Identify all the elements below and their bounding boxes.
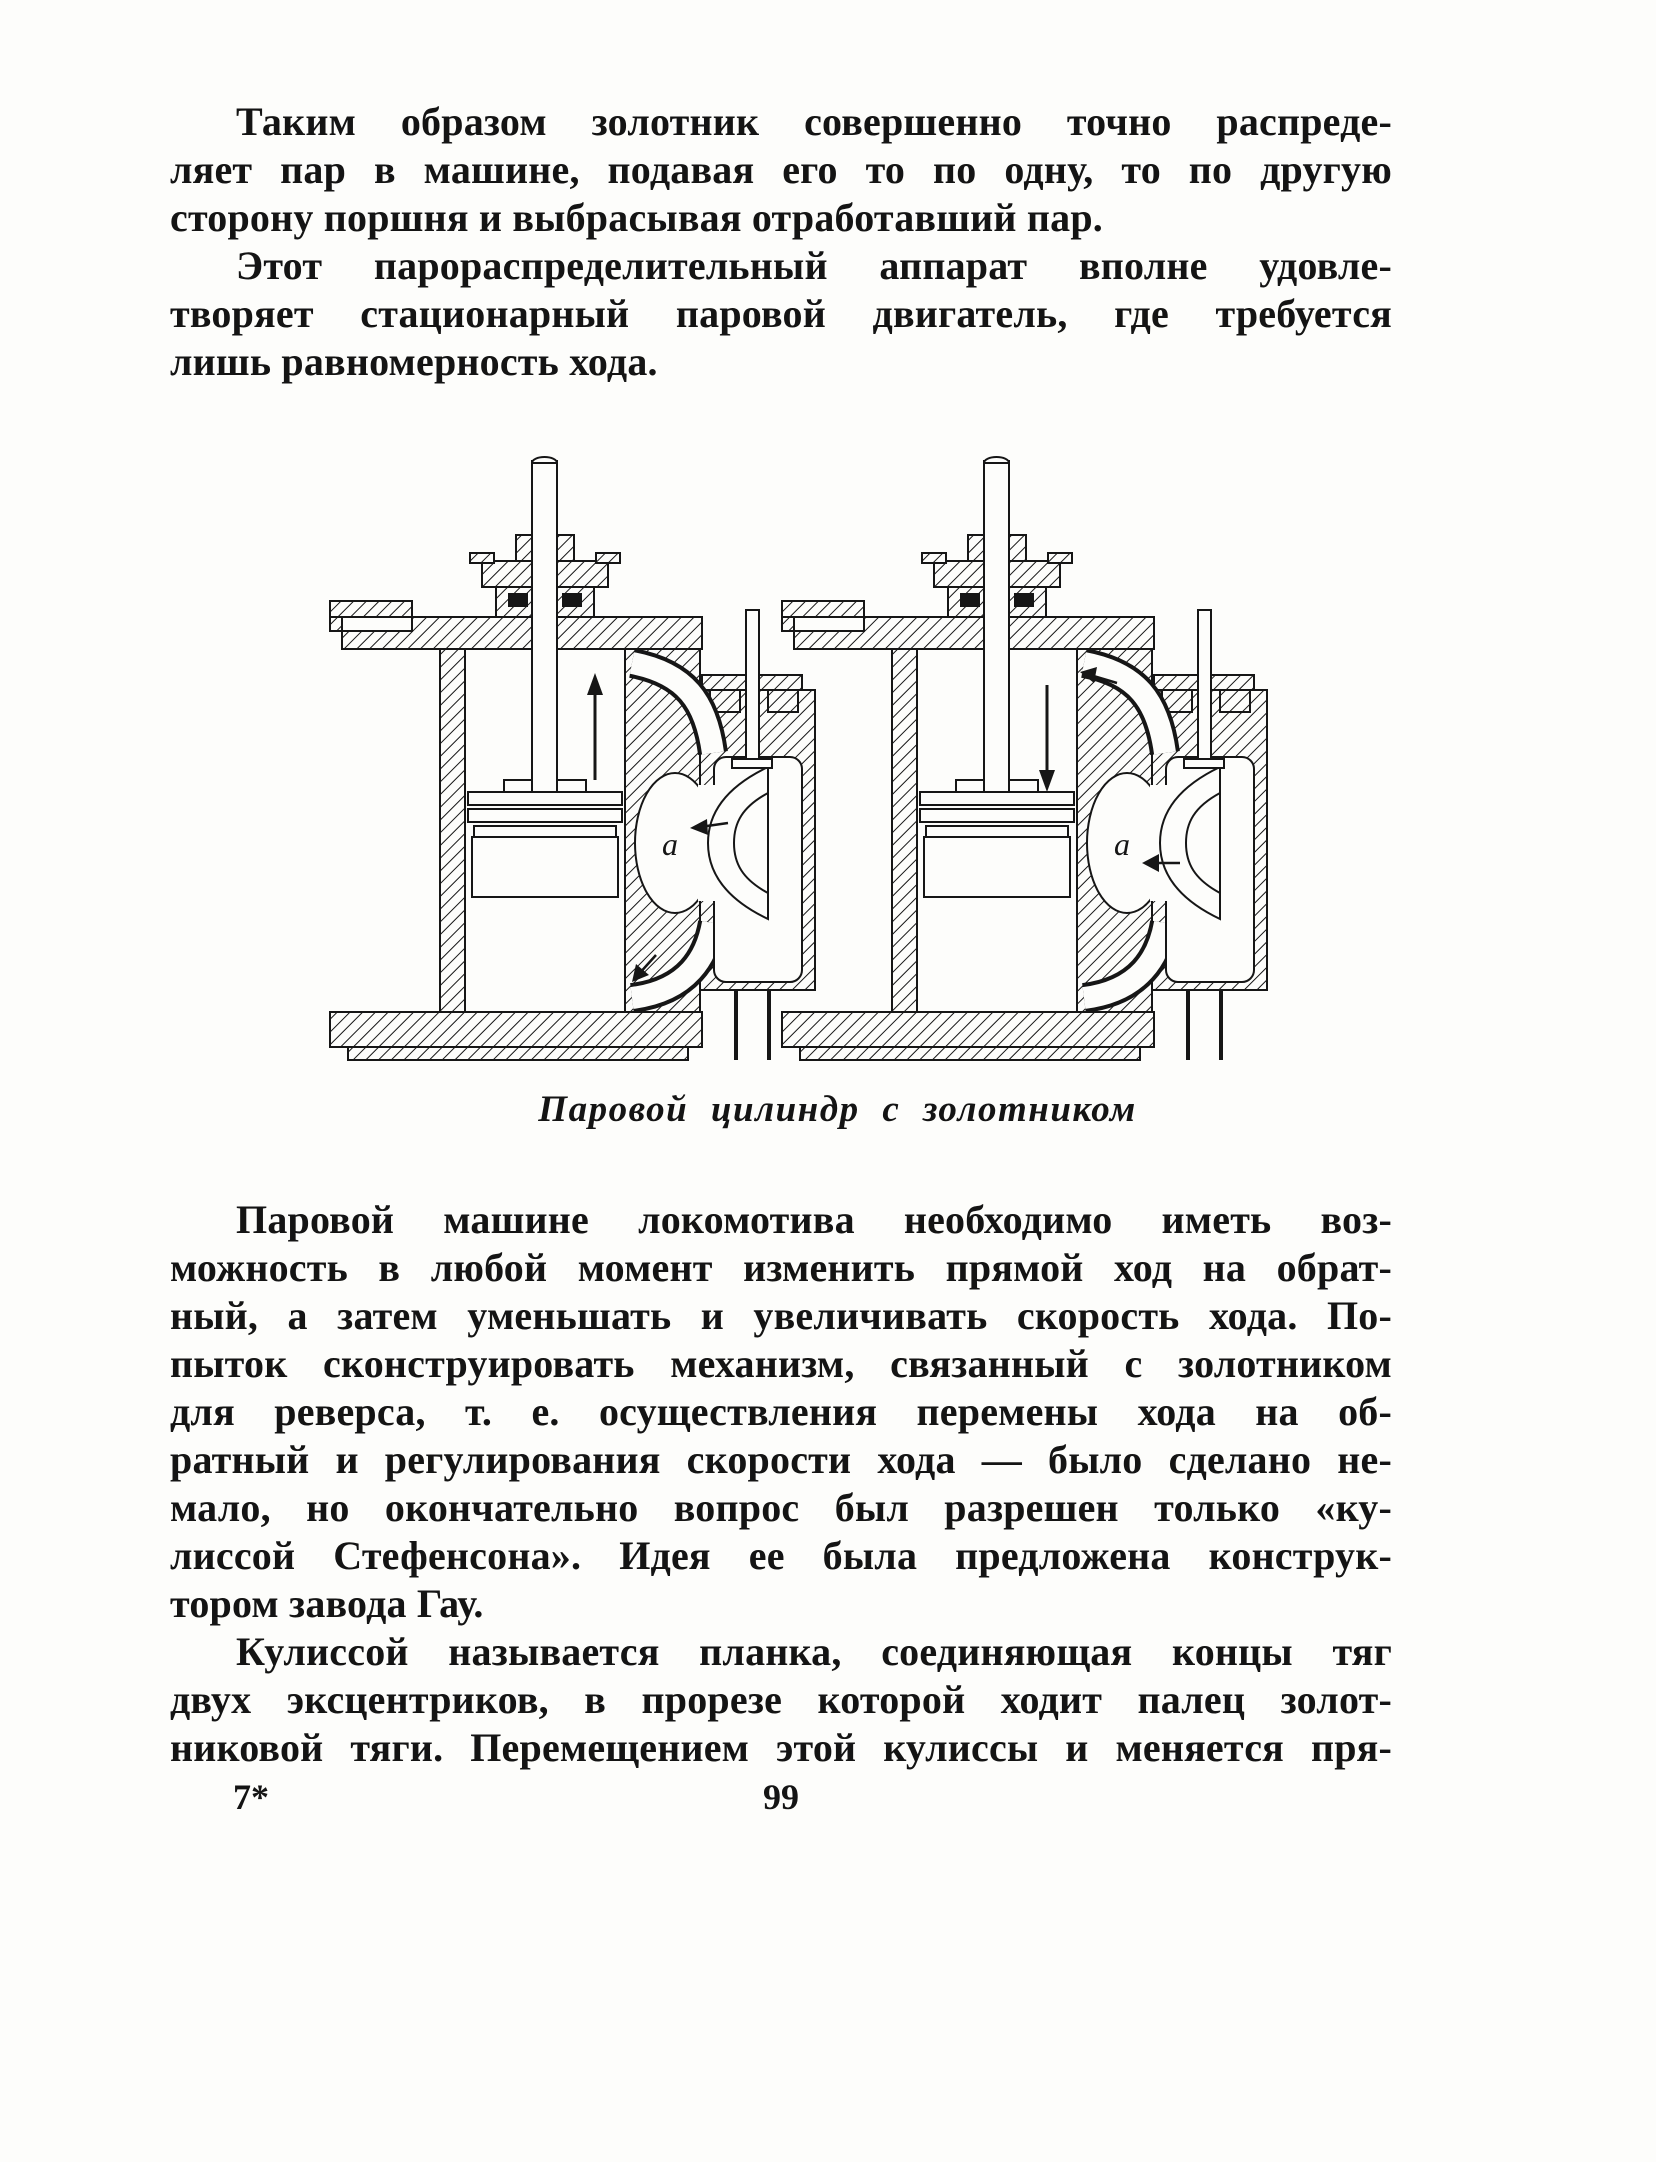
paragraph-4 xyxy=(170,1628,1392,1772)
text-line: Таким образом золотник совершенно точно распреде- xyxy=(236,99,1392,144)
signature-mark: 7* xyxy=(233,1777,269,1817)
cylinder-diagram-left xyxy=(330,457,815,1060)
text-line: ратный и регулирования скорости хода — было сделано не- xyxy=(170,1437,1392,1482)
text-line: Этот парораспределительный аппарат вполне удовле- xyxy=(236,243,1392,288)
text-line: ляет пар в машине, подавая его то по одну, то по другую xyxy=(170,147,1392,192)
text-line: Паровой машине локомотива необходимо иметь воз- xyxy=(236,1197,1392,1242)
paragraph-1 xyxy=(170,98,1392,242)
text-line: никовой тяги. Перемещением этой кулиссы и меняется пря- xyxy=(170,1725,1392,1770)
text-line: лишь равномерность хода. xyxy=(170,339,658,384)
paragraph-2 xyxy=(170,242,1392,386)
text-line: двух эксцентриков, в прорезе которой ходит палец золот- xyxy=(170,1677,1392,1722)
cylinder-diagram-right xyxy=(782,457,1267,1060)
text-line: тором завода Гау. xyxy=(170,1581,484,1626)
text-line: мало, но окончательно вопрос был разрешен только «ку- xyxy=(170,1485,1392,1530)
text-line: для реверса, т. е. осуществления перемены хода на об- xyxy=(170,1389,1392,1434)
text-line: сторону поршня и выбрасывая отработавший пар. xyxy=(170,195,1103,240)
text-line: можность в любой момент изменить прямой ход на обрат- xyxy=(170,1245,1392,1290)
page-number: 99 xyxy=(763,1777,799,1817)
text-line: Кулиссой называется планка, соединяющая концы тяг xyxy=(236,1629,1392,1674)
figure-steam-cylinder-with-slide-valve xyxy=(290,435,1290,1090)
paragraph-3 xyxy=(170,1196,1392,1628)
text-line: творяет стационарный паровой двигатель, где требуется xyxy=(170,291,1392,336)
text-line: пыток сконструировать механизм, связанный с золотником xyxy=(170,1341,1392,1386)
text-line: ный, а затем уменьшать и увеличивать скорость хода. По- xyxy=(170,1293,1392,1338)
text-line: лиссой Стефенсона». Идея ее была предложена конструк- xyxy=(170,1533,1392,1578)
figure-caption: Паровой цилиндр с золотником xyxy=(538,1089,1137,1130)
